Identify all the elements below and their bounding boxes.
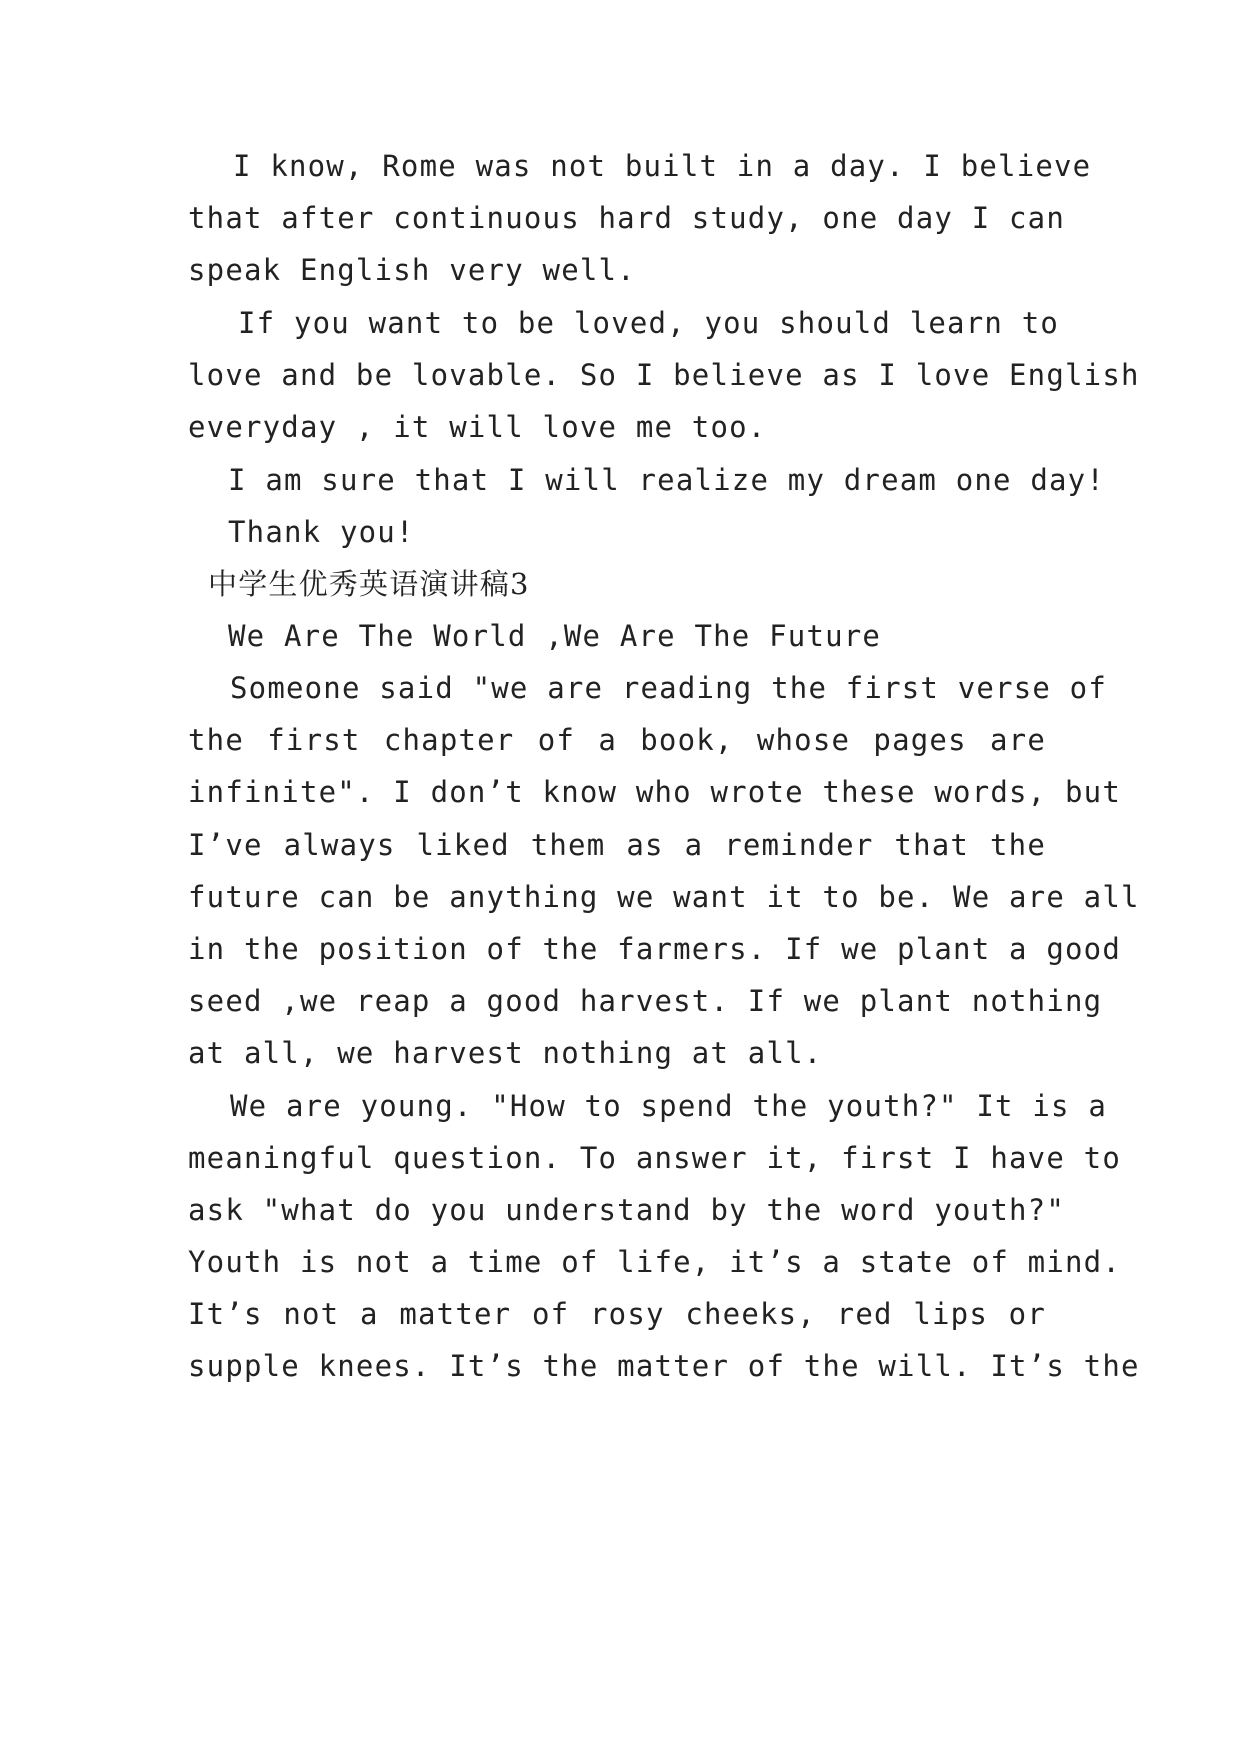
text-line: future can be anything we want it to be. We are all (188, 880, 1140, 914)
text-line: I’ve always liked them as a reminder that the (188, 828, 1046, 862)
text-line: supple knees. It’s the matter of the will. It’s the (188, 1349, 1140, 1383)
text-line: infinite". I don’t know who wrote these words, but (188, 775, 1121, 809)
text-line: the first chapter of a book, whose pages are (188, 723, 1046, 757)
text-line: speak English very well. (188, 253, 636, 287)
text-line: Someone said "we are reading the first verse of (230, 671, 1107, 705)
text-line: Youth is not a time of life, it’s a state of mind. (188, 1245, 1121, 1279)
text-line: everyday , it will love me too. (188, 410, 767, 444)
text-line: It’s not a matter of rosy cheeks, red lips or (188, 1297, 1046, 1331)
text-line: I am sure that I will realize my dream one day! (228, 463, 1105, 497)
speech-title: We Are The World ,We Are The Future (228, 619, 882, 653)
text-line: seed ,we reap a good harvest. If we plant nothing (188, 984, 1103, 1018)
text-line: that after continuous hard study, one day I can (188, 201, 1065, 235)
text-line: meaningful question. To answer it, first I have to (188, 1141, 1121, 1175)
text-line: We are young. "How to spend the youth?" It is a (230, 1089, 1107, 1123)
text-line: ask "what do you understand by the word youth?" (188, 1193, 1065, 1227)
text-line: Thank you! (228, 515, 415, 549)
text-line: in the position of the farmers. If we plant a good (188, 932, 1121, 966)
section-heading: 中学生优秀英语演讲稿3 (208, 567, 530, 601)
text-line: I know, Rome was not built in a day. I believe (233, 149, 1092, 183)
text-line: at all, we harvest nothing at all. (188, 1036, 823, 1070)
text-line: love and be lovable. So I believe as I love English (188, 358, 1140, 392)
text-line: If you want to be loved, you should learn to (238, 306, 1060, 340)
